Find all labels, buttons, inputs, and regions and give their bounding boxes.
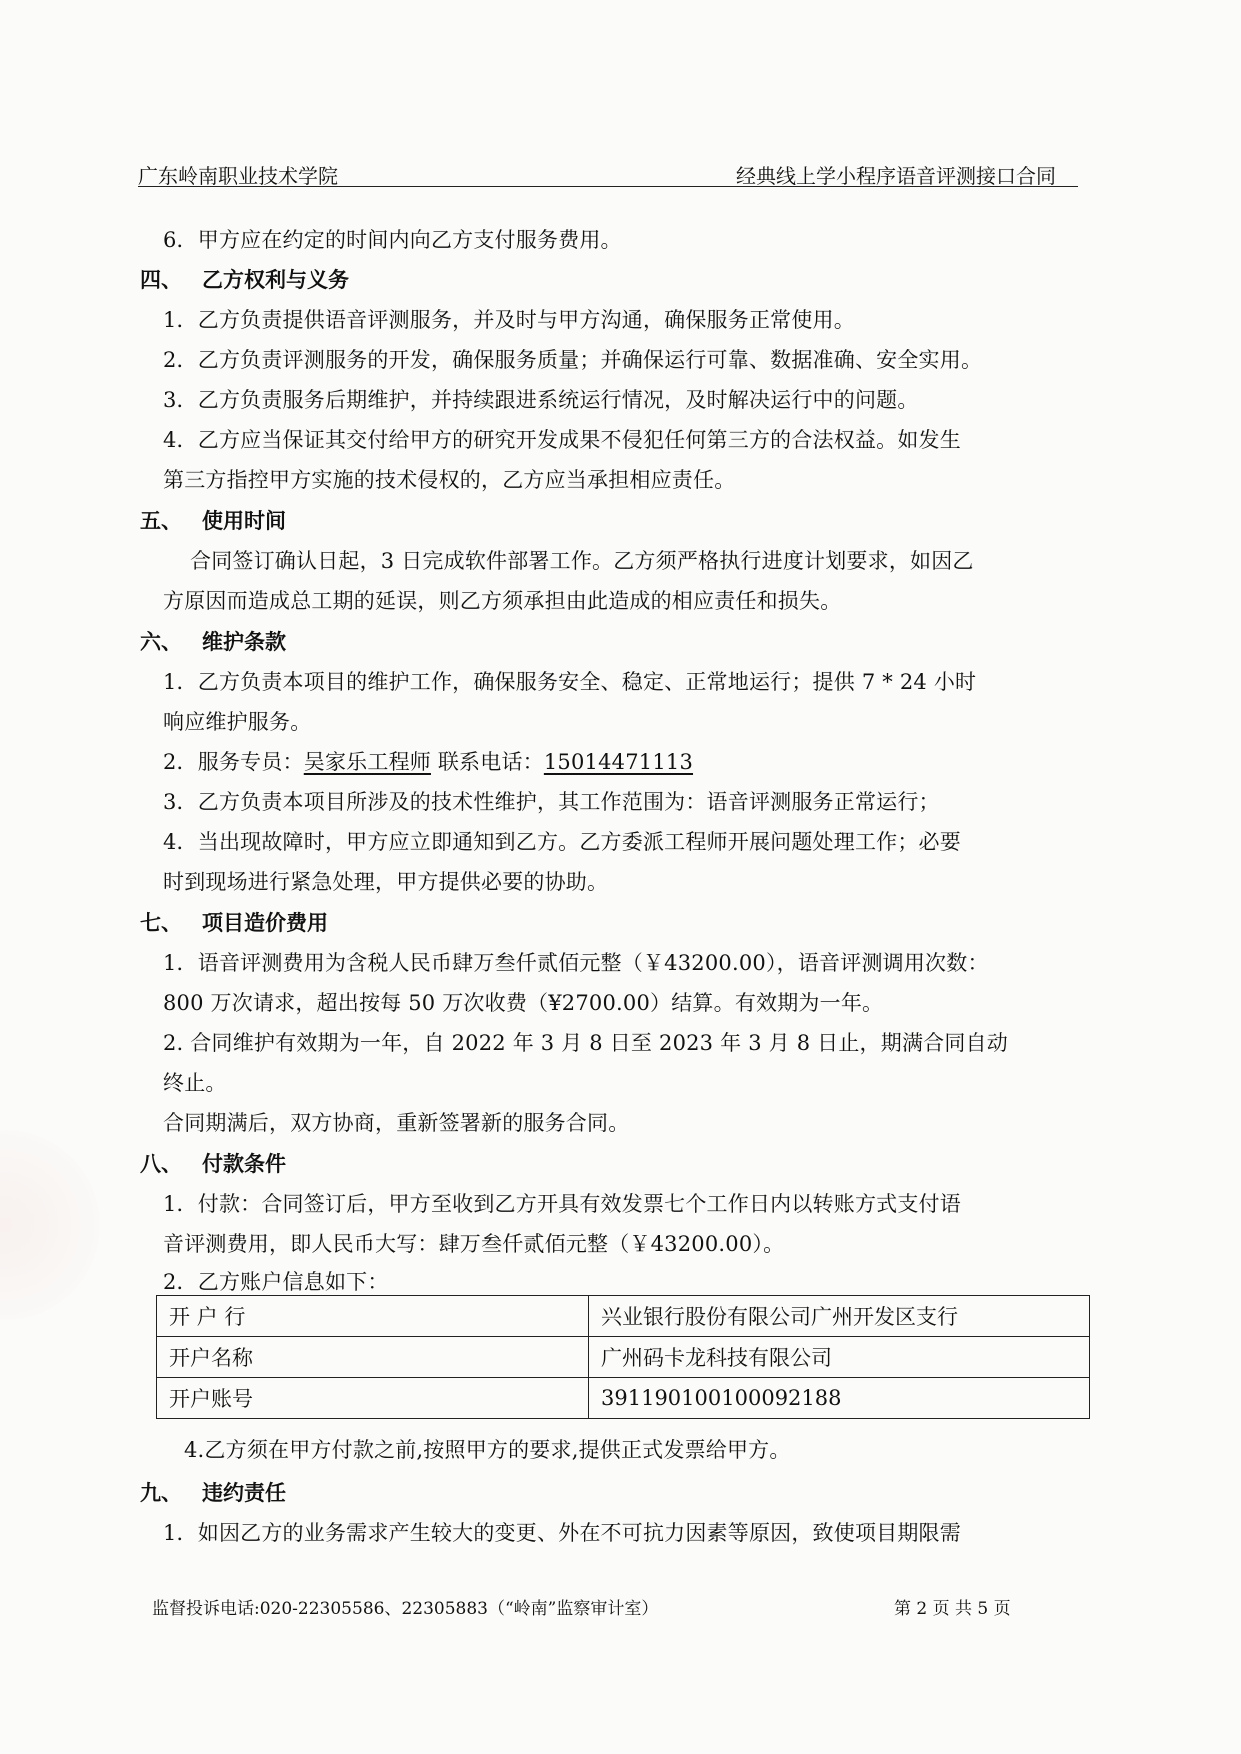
clause-line: 终止。: [163, 1071, 227, 1095]
section-number: 四、: [140, 267, 182, 292]
header-contract-title: 经典线上学小程序语音评测接口合同: [736, 164, 1056, 188]
phone-number: 15014471113: [543, 750, 694, 774]
phone-label: 联系电话：: [437, 750, 544, 774]
section-number: 五、: [140, 508, 182, 533]
bank-account-table: [156, 1295, 1090, 1419]
section-title: 使用时间: [202, 508, 286, 533]
header-institution: 广东岭南职业技术学院: [138, 164, 338, 188]
clause-line: 1．如因乙方的业务需求产生较大的变更、外在不可抗力因素等原因，致使项目期限需: [163, 1521, 961, 1545]
clause-line: 方原因而造成总工期的延误，则乙方须承担由此造成的相应责任和损失。: [163, 589, 842, 613]
footer-complaint-hotline: 监督投诉电话:020-22305586、22305883（“岭南”监察审计室）: [152, 1599, 659, 1619]
faded-stamp-mark: [0, 1130, 100, 1320]
account-field-label: 开 户 行: [157, 1296, 589, 1337]
account-field-value: 广州码卡龙科技有限公司: [589, 1337, 1090, 1378]
clause-line: 1．付款：合同签订后，甲方至收到乙方开具有效发票七个工作日内以转账方式支付语: [163, 1192, 961, 1216]
clause-line: 3．乙方负责本项目所涉及的技术性维护，其工作范围为：语音评测服务正常运行；: [163, 790, 940, 814]
account-field-value: 兴业银行股份有限公司广州开发区支行: [589, 1296, 1090, 1337]
header-rule: [138, 186, 1078, 187]
clause-line: 1．语音评测费用为含税人民币肆万叁仟贰佰元整（￥43200.00），语音评测调用次数：: [163, 951, 989, 975]
section-title: 乙方权利与义务: [202, 267, 349, 292]
clause-line: 4．乙方应当保证其交付给甲方的研究开发成果不侵犯任何第三方的合法权益。如发生: [163, 428, 961, 452]
section-heading-6: [140, 626, 286, 656]
table-row: [157, 1296, 1090, 1337]
account-field-label: 开户名称: [157, 1337, 589, 1378]
section-title: 违约责任: [202, 1480, 286, 1505]
engineer-name: 吴家乐工程师: [303, 750, 431, 774]
section-title: 维护条款: [202, 629, 286, 654]
clause-line: 音评测费用，即人民币大写：肆万叁仟贰佰元整（￥43200.00）。: [163, 1232, 785, 1256]
account-field-value: 391190100100092188: [589, 1378, 1090, 1419]
clause-line: 响应维护服务。: [163, 710, 312, 734]
clause-line: 1．乙方负责提供语音评测服务，并及时与甲方沟通，确保服务正常使用。: [163, 308, 855, 332]
clause-line: 3．乙方负责服务后期维护，并持续跟进系统运行情况，及时解决运行中的问题。: [163, 388, 919, 412]
section-heading-5: [140, 505, 286, 535]
section-heading-7: [140, 907, 328, 937]
section-number: 六、: [140, 629, 182, 654]
page-number: 第 2 页 共 5 页: [894, 1599, 1011, 1619]
section-heading-9: [140, 1477, 286, 1507]
table-row: [157, 1337, 1090, 1378]
section-heading-8: [140, 1148, 286, 1178]
clause-line: 800 万次请求，超出按每 50 万次收费（¥2700.00）结算。有效期为一年。: [163, 991, 884, 1015]
clause-line: 2. 合同维护有效期为一年，自 2022 年 3 月 8 日至 2023 年 3 月 8 日止，期满合同自动: [163, 1031, 1008, 1055]
clause-line: 第三方指控甲方实施的技术侵权的，乙方应当承担相应责任。: [163, 468, 736, 492]
clause-line: 4.乙方须在甲方付款之前,按照甲方的要求,提供正式发票给甲方。: [184, 1438, 791, 1462]
clause-line: 4．当出现故障时，甲方应立即通知到乙方。乙方委派工程师开展问题处理工作；必要: [163, 830, 961, 854]
clause-line: 1．乙方负责本项目的维护工作，确保服务安全、稳定、正常地运行；提供 7 * 24 小时: [163, 670, 977, 694]
clause-line: 合同签订确认日起，3 日完成软件部署工作。乙方须严格执行进度计划要求，如因乙: [190, 549, 974, 573]
contact-label: 2．服务专员：: [163, 750, 304, 774]
section-title: 项目造价费用: [202, 910, 328, 935]
table-row: [157, 1378, 1090, 1419]
clause-line: 6．甲方应在约定的时间内向乙方支付服务费用。: [163, 228, 622, 252]
clause-line: 2．乙方负责评测服务的开发，确保服务质量；并确保运行可靠、数据准确、安全实用。: [163, 348, 983, 372]
section-number: 八、: [140, 1151, 182, 1176]
section-heading-4: [140, 264, 349, 294]
account-field-label: 开户账号: [157, 1378, 589, 1419]
section-number: 七、: [140, 910, 182, 935]
contact-line: [163, 746, 693, 776]
clause-line: 2．乙方账户信息如下：: [163, 1270, 389, 1294]
clause-line: 时到现场进行紧急处理，甲方提供必要的协助。: [163, 870, 609, 894]
section-title: 付款条件: [202, 1151, 286, 1176]
clause-line: 合同期满后，双方协商，重新签署新的服务合同。: [163, 1111, 630, 1135]
section-number: 九、: [140, 1480, 182, 1505]
